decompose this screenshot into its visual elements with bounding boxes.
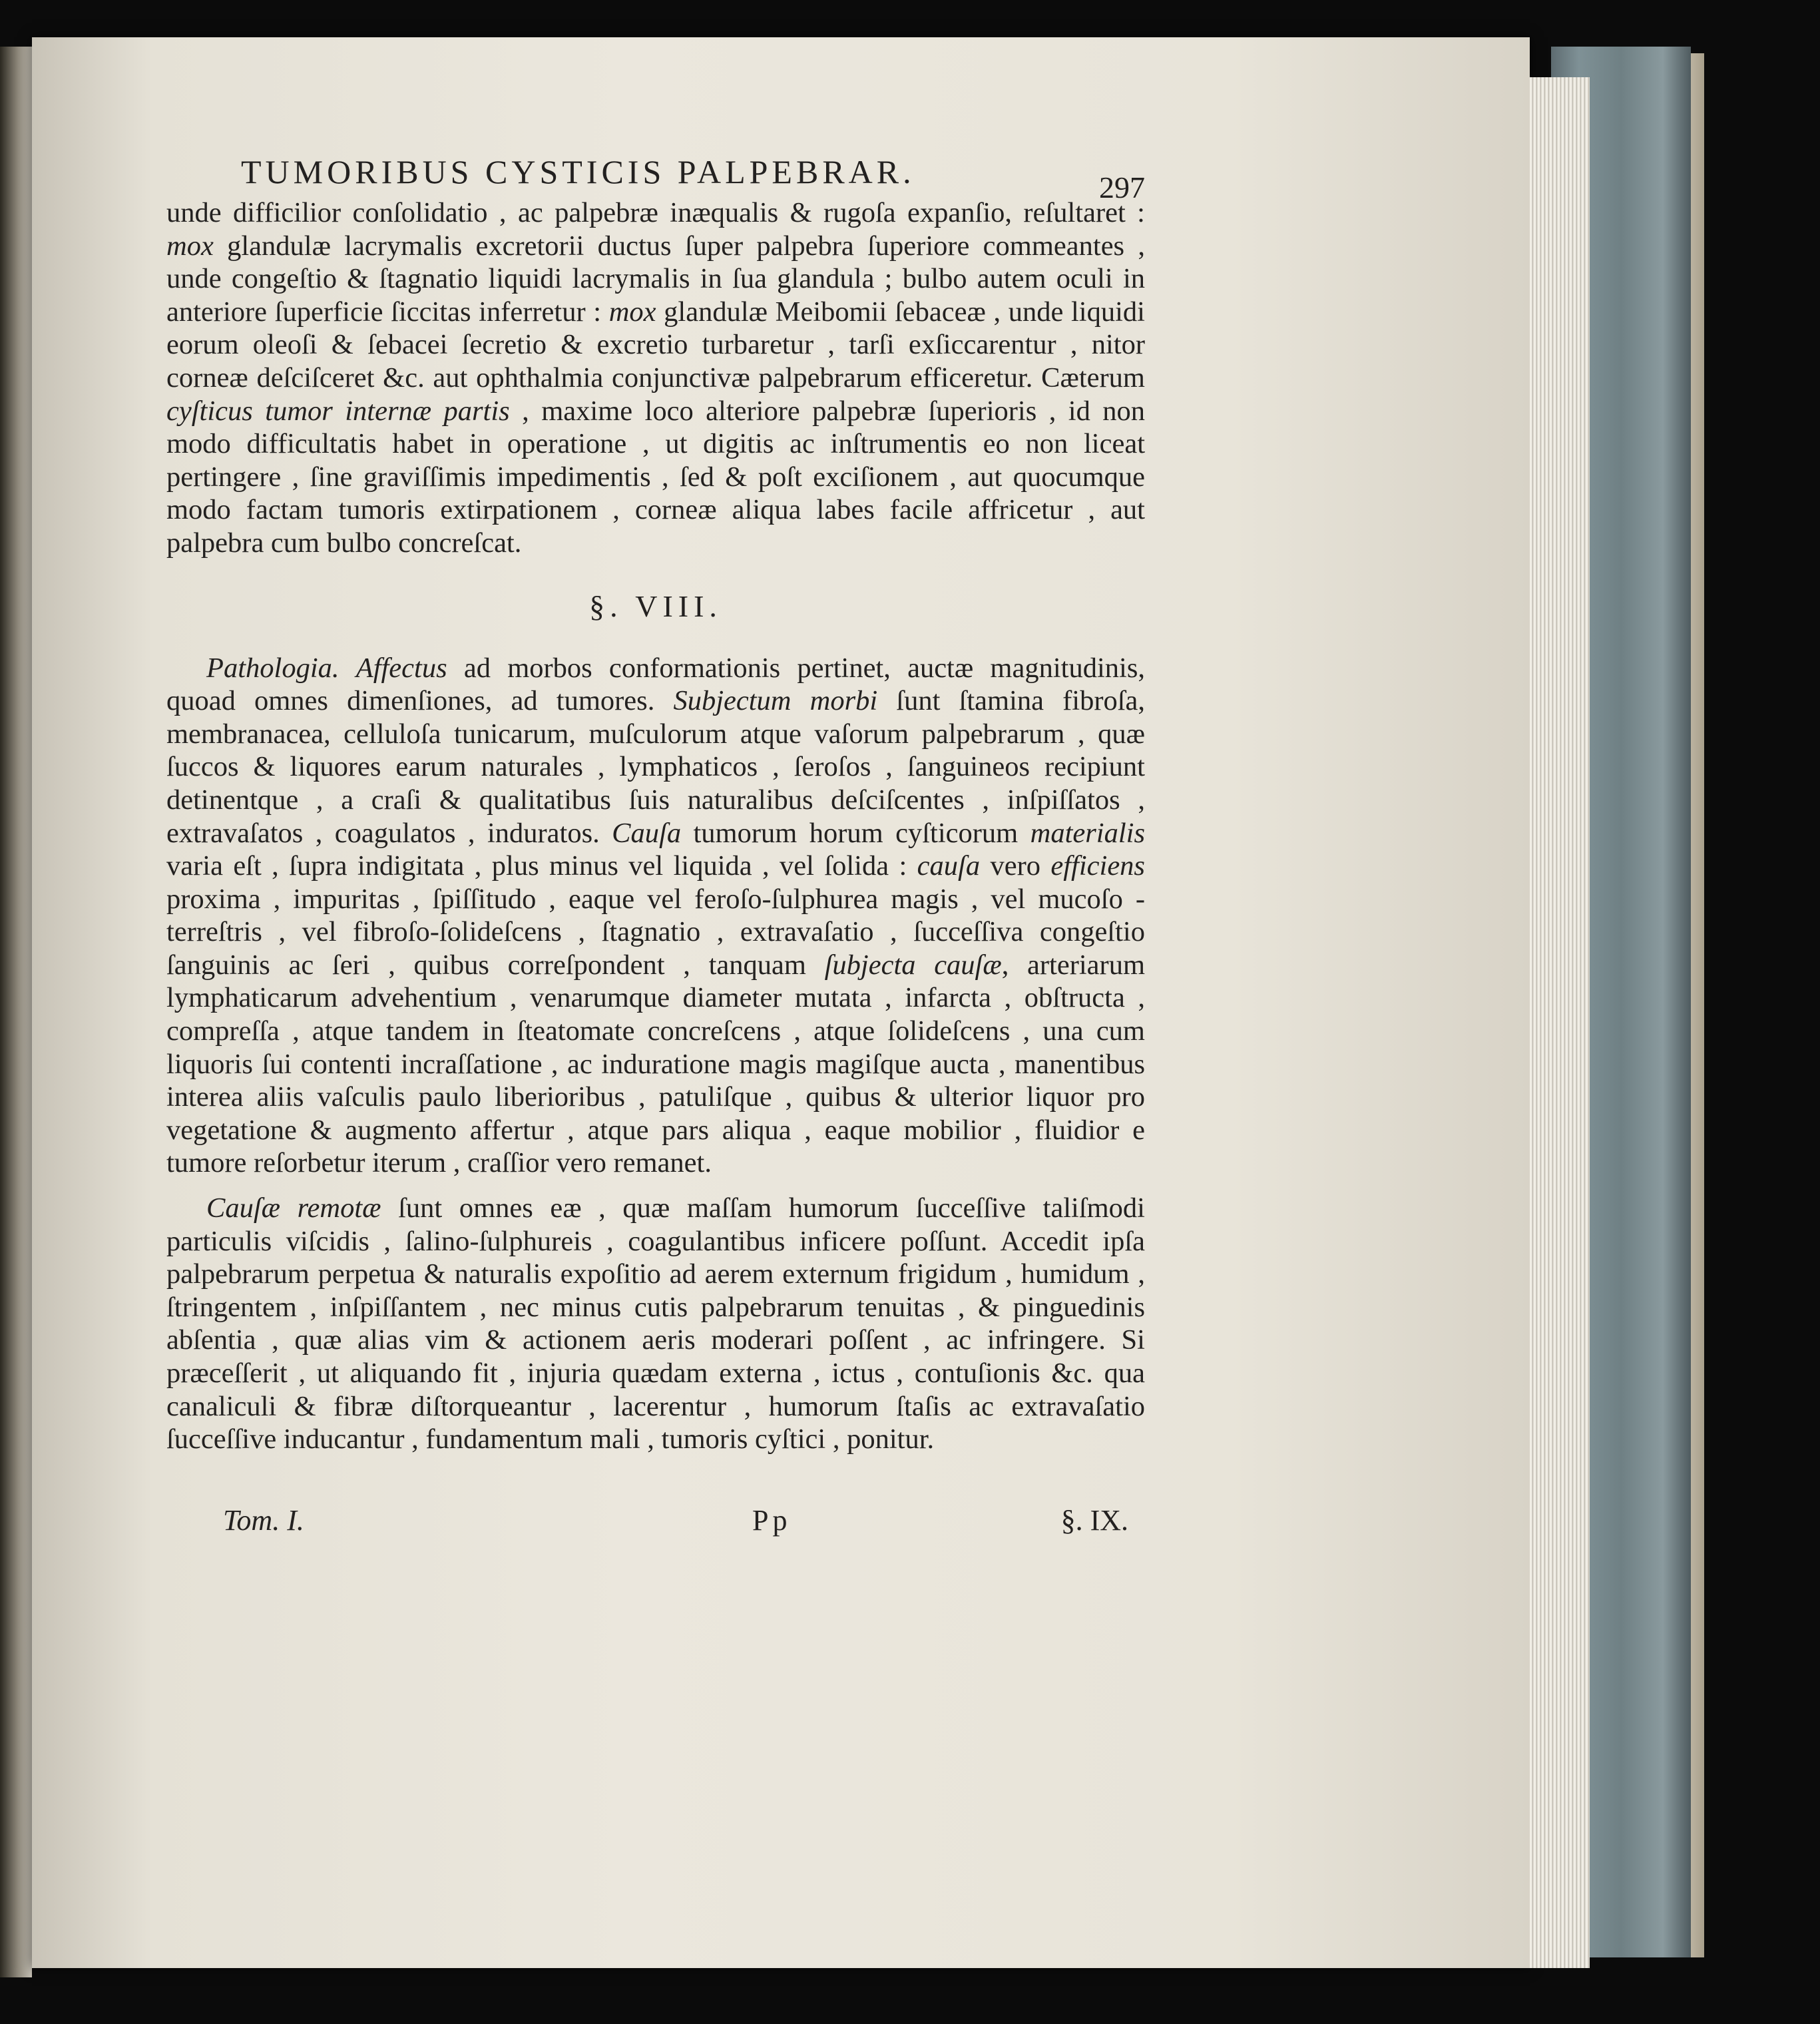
text-run: glandulæ Meibomii ſebaceæ , unde liquidi eorum oleoſi & ſebacei ſecretio & excretio turbaretur , tarſi exſiccarentur , nitor corneæ deſciſceret &c. aut ophthalmia conjunctivæ palpebrarum efficeretur. Cæterum — [166, 296, 1145, 393]
text-run: varia eſt , ſupra indigitata , plus minus vel liquida , vel ſolida : — [166, 850, 917, 882]
italic-run: materialis — [1030, 817, 1145, 849]
italic-run: Affectus — [355, 652, 447, 684]
text-run: ad morbos conformationis pertinet, auctæ magnitudinis, quoad omnes dimenſiones, ad tumores. — [166, 652, 1145, 717]
text-run: unde difficilior conſolidatio , ac palpebræ inæqualis & rugoſa expanſio, reſultaret : — [166, 197, 1145, 228]
volume-marker: Tom. I. — [223, 1504, 304, 1537]
signature-mark: Pp — [752, 1504, 792, 1537]
previous-page-edge — [0, 47, 32, 1977]
italic-run: ſubjecta cauſæ — [824, 949, 1002, 981]
running-title: TUMORIBUS CYSTICIS PALPEBRAR. — [241, 153, 915, 190]
text-run: vero — [980, 850, 1051, 882]
page-footer — [223, 1503, 1128, 1543]
running-head — [166, 143, 1145, 204]
italic-run: mox — [608, 296, 656, 328]
italic-run: Pathologia. — [206, 652, 340, 684]
italic-run: Subjectum morbi — [673, 685, 878, 717]
page-fore-edge — [1530, 77, 1590, 1968]
text-run: ſunt ſtamina fibroſa, membranacea, celluloſa tunicarum, muſculorum atque vaſorum palpebrarum , quæ ſuccos & liquores earum naturales , lymphaticos , ſeroſos , ſanguineos recipiunt detinentque , a craſi & qualitatibus ſuis naturalibus deſciſcentes , inſpiſſatos , extravaſatos , coagulatos , induratos. — [166, 685, 1146, 849]
italic-run: Cauſa — [612, 817, 682, 849]
text-block — [166, 143, 1145, 1456]
page-number: 297 — [1099, 170, 1145, 204]
italic-run: efficiens — [1050, 850, 1145, 882]
text-run: proxima , impuritas , ſpiſſitudo , eaque vel feroſo-ſulphurea magis , vel mucoſo - terreſtris , vel fibroſo-ſolideſcens , ſtagnatio , extravaſatio , ſucceſſiva congeſtio ſanguinis ac ſeri , quibus correſpondent , tanquam — [166, 883, 1145, 981]
paragraph-3 — [166, 1192, 1145, 1456]
catchword: §. IX. — [1060, 1504, 1128, 1537]
text-run: , maxime loco alteriore palpebræ ſuperioris , id non modo difficultatis habet in operatione , ut digitis ac inſtrumentis eo non liceat pertingere , ſine graviſſimis impedimentis , ſed & poſt exciſionem , aut quocumque modo factam tumoris extirpationem , corneæ aliqua labes facile affricetur , aut palpebra cum bulbo concreſcat. — [166, 395, 1145, 559]
italic-run: mox — [166, 230, 214, 262]
italic-run: cyſticus tumor internæ partis — [166, 395, 510, 427]
text-run — [340, 652, 356, 684]
section-heading: §. VIII. — [589, 589, 722, 623]
text-run: , arteriarum lymphaticarum advehentium , venarumque diameter mutata , infarcta , obſtructa , compreſſa , atque tandem in ſteatomate concreſcens , atque ſolideſcens , una cum liquoris ſui contenti incraſſatione , ac induratione magis magiſque aucta , manentibus interea aliis vaſculis paulo liberioribus , patuliſque , quibus & ulterior liquor pro vegetatione & augmento affertur , atque pars aliqua , eaque mobilior , fluidior e tumore reſorbetur iterum , craſſior vero remanet. — [166, 949, 1145, 1179]
text-run: glandulæ lacrymalis excretorii ductus ſuper palpebra ſuperiore commeantes , unde congeſtio & ſtagnatio liquidi lacrymalis in ſua glandula ; bulbo autem oculi in anteriore ſuperficie ſiccitas inferretur : — [166, 230, 1145, 328]
paragraph-2 — [166, 652, 1145, 1180]
italic-run: cauſa — [917, 850, 981, 882]
paragraph-gap — [166, 1180, 1145, 1192]
text-run: ſunt omnes eæ , quæ maſſam humorum ſucceſſive taliſmodi particulis viſcidis , ſalino-ſulphureis , coagulantibus inficere poſſunt. Accedit ipſa palpebrarum perpetua & naturalis expoſitio ad aerem externum frigidum , humidum , ſtringentem , inſpiſſantem , nec minus cutis palpebrarum tenuitas , & pinguedinis abſentia , quæ alias vim & actionem aeris moderari poſſent , ac infringere. Si præceſſerit , ut aliquando fit , injuria quædam externa , ictus , contuſionis &c. qua canaliculi & fibræ diſtorqueantur , lacerentur , humorum ſtaſis ac extravaſatio ſucceſſive inducantur , fundamentum mali , tumoris cyſtici , ponitur. — [166, 1192, 1145, 1455]
paragraph-1 — [166, 196, 1145, 560]
italic-run: Cauſæ remotæ — [206, 1192, 381, 1224]
text-run: tumorum horum cyſticorum — [681, 817, 1030, 849]
